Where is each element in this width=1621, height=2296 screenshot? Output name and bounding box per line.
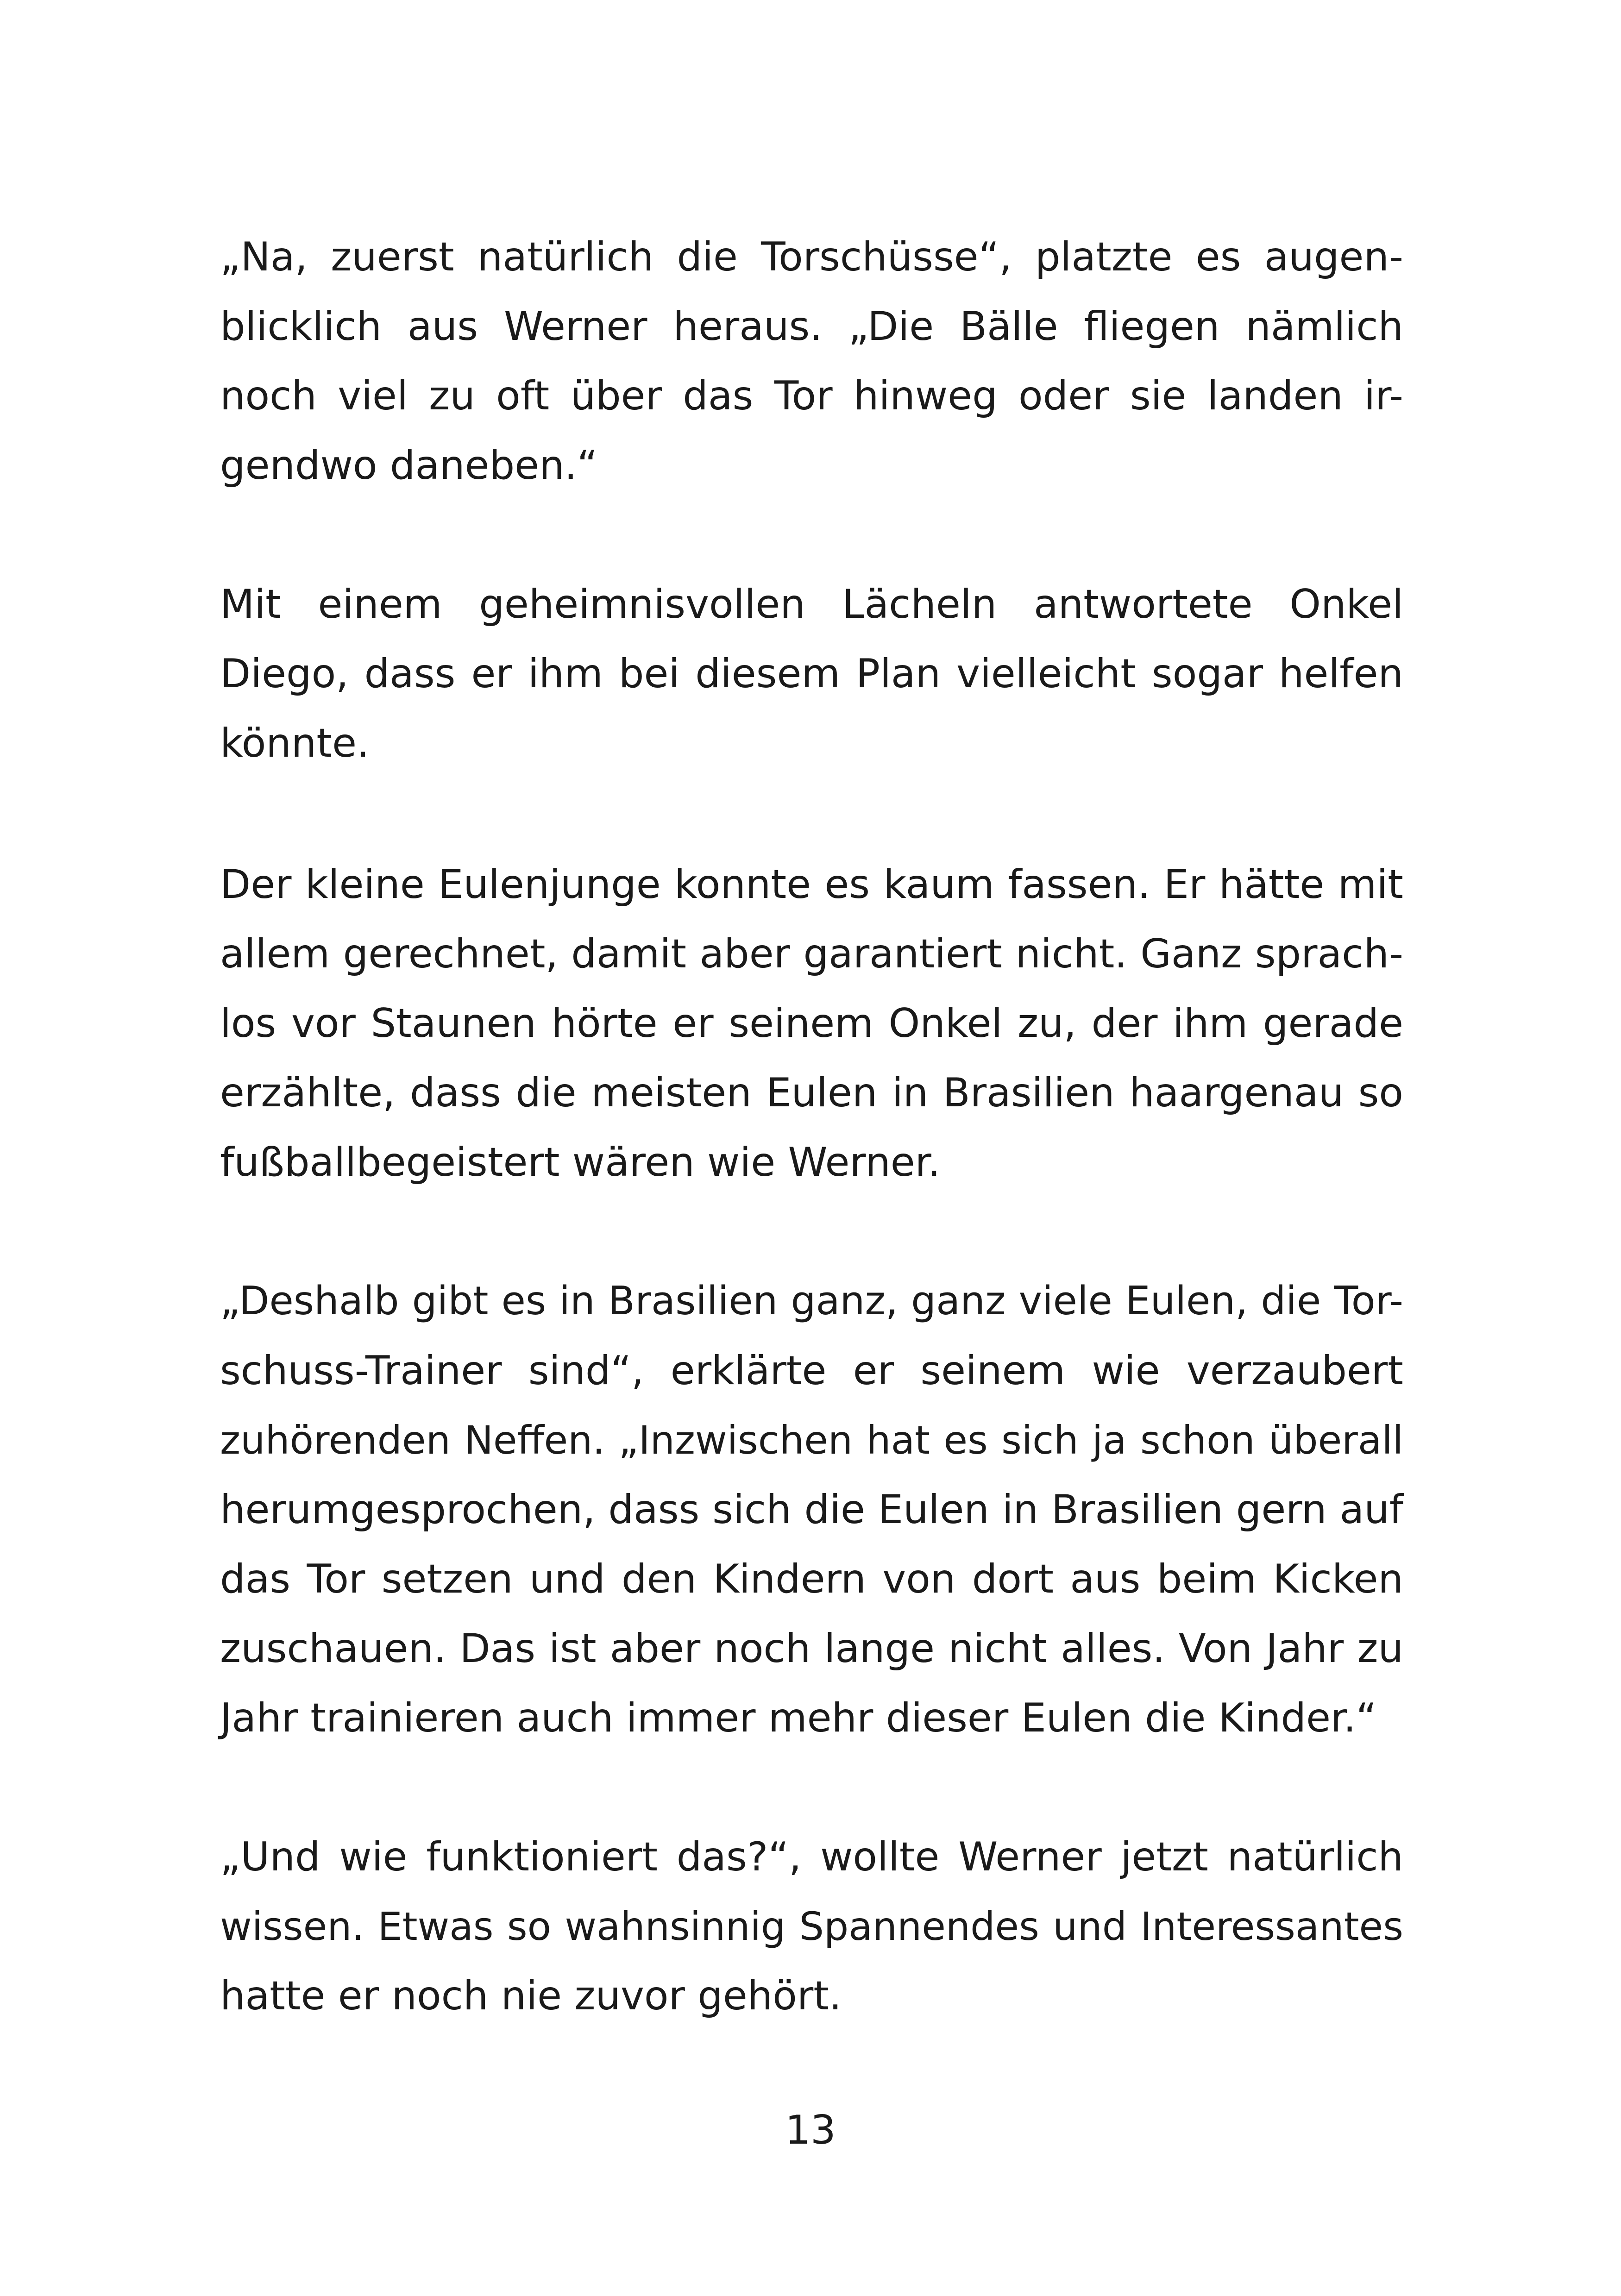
page-number: 13 — [785, 2107, 836, 2153]
text-line: wissen. Etwas so wahnsinnig Spannendes und Interessantes — [220, 1904, 1403, 1949]
text-line: könnte. — [220, 720, 370, 766]
text-line: „Und wie funktioniert das?“, wollte Werner jetzt natürlich — [220, 1834, 1403, 1880]
paragraph-3 — [220, 850, 1403, 1197]
text-line: allem gerechnet, damit aber garantiert nicht. Ganz sprach- — [220, 931, 1403, 977]
text-line: erzählte, dass die meisten Eulen in Brasilien haargenau so — [220, 1070, 1403, 1116]
text-line: herumgesprochen, dass sich die Eulen in Brasilien gern auf — [220, 1487, 1403, 1533]
text-line: fußballbegeistert wären wie Werner. — [220, 1139, 941, 1186]
text-line: hatte er noch nie zuvor gehört. — [220, 1973, 842, 2019]
text-line: blicklich aus Werner heraus. „Die Bälle fliegen nämlich — [220, 303, 1403, 350]
text-line: das Tor setzen und den Kindern von dort aus beim Kicken — [220, 1556, 1403, 1602]
text-line: gendwo daneben.“ — [220, 442, 598, 489]
paragraph-4 — [220, 1267, 1403, 1753]
text-line: Mit einem geheimnisvollen Lächeln antwortete Onkel — [220, 581, 1403, 627]
text-line: „Na, zuerst natürlich die Torschüsse“, platzte es augen- — [220, 234, 1403, 280]
text-line: los vor Staunen hörte er seinem Onkel zu, der ihm gerade — [220, 1000, 1403, 1047]
paragraph-1 — [220, 222, 1403, 500]
text-line: zuhörenden Neffen. „Inzwischen hat es sich ja schon überall — [220, 1418, 1403, 1463]
text-line: „Deshalb gibt es in Brasilien ganz, ganz viele Eulen, die Tor- — [220, 1278, 1403, 1324]
text-line: Diego, dass er ihm bei diesem Plan vielleicht sogar helfen — [220, 651, 1403, 697]
text-line: schuss-Trainer sind“, erklärte er seinem wie verzaubert — [220, 1348, 1403, 1394]
paragraph-2 — [220, 570, 1403, 778]
paragraph-5 — [220, 1822, 1403, 2031]
text-line: Jahr trainieren auch immer mehr dieser Eulen die Kinder.“ — [220, 1695, 1377, 1741]
text-line: Der kleine Eulenjunge konnte es kaum fassen. Er hätte mit — [220, 861, 1403, 908]
text-line: zuschauen. Das ist aber noch lange nicht alles. Von Jahr zu — [220, 1625, 1403, 1672]
text-line: noch viel zu oft über das Tor hinweg oder sie landen ir- — [220, 373, 1403, 419]
